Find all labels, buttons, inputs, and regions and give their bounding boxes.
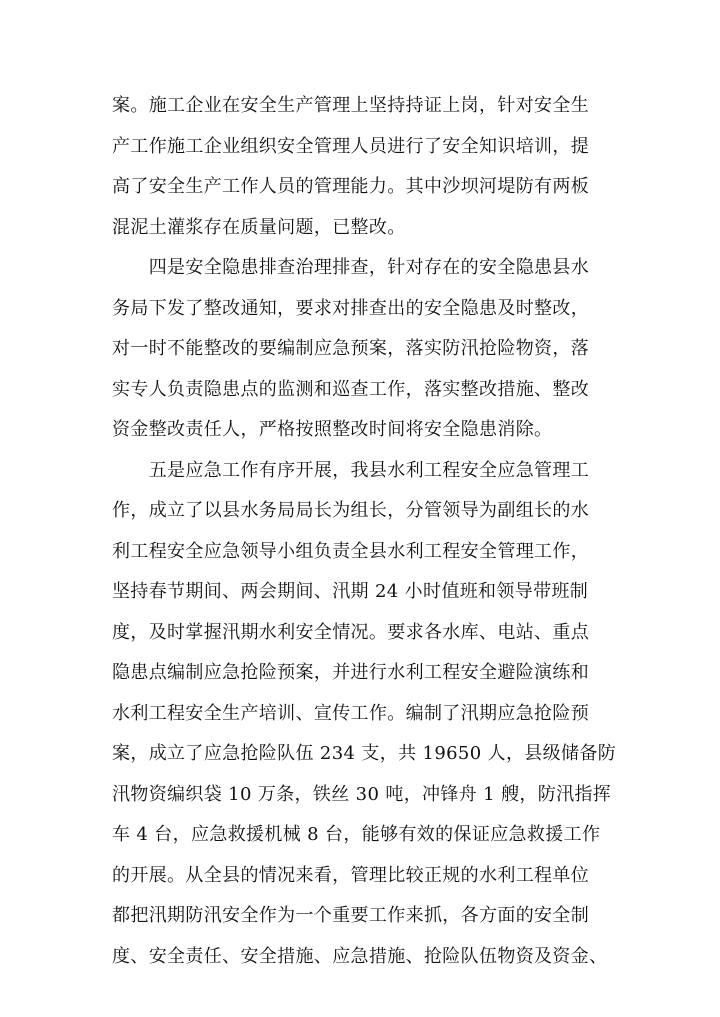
text-line: 都把汛期防汛安全作为一个重要工作来抓，各方面的安全制 bbox=[112, 905, 590, 926]
text-line: 案，成立了应急抢险队伍 234 支，共 19650 人，县级储备防 bbox=[112, 743, 617, 764]
text-line: 案。施工企业在安全生产管理上坚持持证上岗，针对安全生 bbox=[112, 95, 590, 116]
text-line: 的开展。从全县的情况来看，管理比较正规的水利工程单位 bbox=[112, 864, 590, 886]
text-line: 车 4 台，应急救援机械 8 台，能够有效的保证应急救援工作 bbox=[112, 824, 601, 845]
text-line: 利工程安全应急领导小组负责全县水利工程安全管理工作， bbox=[112, 540, 590, 562]
text-line: 度，及时掌握汛期水利安全情况。要求各水库、电站、重点 bbox=[112, 621, 590, 643]
text-line: 产工作施工企业组织安全管理人员进行了安全知识培训，提 bbox=[112, 135, 590, 157]
text-line: 混泥土灌浆存在质量问题，已整改。 bbox=[112, 216, 406, 238]
text-line: 四是安全隐患排查治理排查，针对存在的安全隐患县水 bbox=[112, 257, 590, 278]
text-line: 隐患点编制应急抢险预案，并进行水利工程安全避险演练和 bbox=[112, 662, 590, 683]
text-line: 坚持春节期间、两会期间、汛期 24 小时值班和领导带班制 bbox=[112, 581, 589, 602]
text-line: 务局下发了整改通知，要求对排查出的安全隐患及时整改， bbox=[112, 297, 590, 319]
text-line: 汛物资编织袋 10 万条，铁丝 30 吨，冲锋舟 1 艘，防汛指挥 bbox=[112, 783, 612, 805]
text-line: 度、安全责任、安全措施、应急措施、抢险队伍物资及资金、 bbox=[112, 945, 608, 967]
text-line: 作，成立了以县水务局局长为组长，分管领导为副组长的水 bbox=[112, 500, 590, 521]
document-body-text bbox=[112, 86, 617, 977]
text-line: 实专人负责隐患点的监测和巡查工作，落实整改措施、整改 bbox=[112, 378, 590, 400]
text-line: 水利工程安全生产培训、宣传工作。编制了汛期应急抢险预 bbox=[112, 702, 590, 724]
text-line: 对一时不能整改的要编制应急预案，落实防汛抢险物资，落 bbox=[112, 338, 590, 359]
text-line: 五是应急工作有序开展，我县水利工程安全应急管理工 bbox=[112, 459, 590, 481]
text-line: 高了安全生产工作人员的管理能力。其中沙坝河堤防有两板 bbox=[112, 176, 590, 197]
text-line: 资金整改责任人，严格按照整改时间将安全隐患消除。 bbox=[112, 419, 553, 440]
